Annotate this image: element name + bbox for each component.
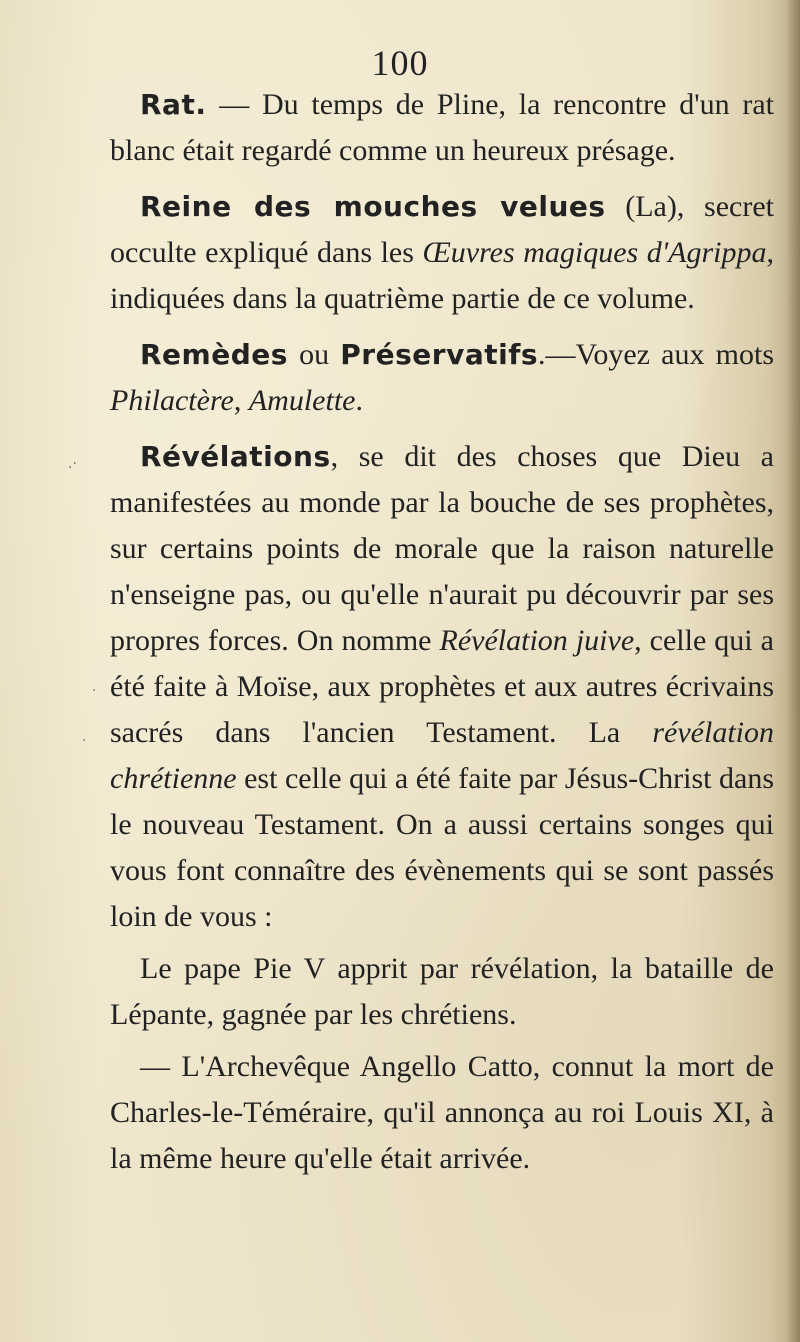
emphasis-term: révélation chrétienne [110, 716, 774, 795]
entry-heading: Reine des mouches velues [140, 190, 606, 223]
cross-reference: Amulette [248, 384, 356, 417]
entry-body: — Du temps de Pline, la rencontre d'un rat blanc était regardé comme un heureux présage. [110, 88, 774, 167]
entry-body: , se dit des choses que Dieu a manifestées au monde par la bouche de ses prophètes, sur certains points de morale que la raison naturelle n'enseigne pas, ou qu'elle n'aurait pu découvrir par ses propres forces. On nomme [110, 440, 774, 657]
entry-body: (La), secret occulte expliqué dans les [110, 190, 774, 269]
entry-heading: Rat. [140, 88, 207, 121]
entry-body: , indiquées dans la quatrième partie de ce volume. [110, 236, 774, 315]
margin-mark: .· [68, 456, 77, 472]
entry-heading: Remèdes [140, 338, 288, 371]
entry-body: , celle qui a été faite à Moïse, aux prophètes et aux autres écrivains sacrés dans l'ancien Testament. La [110, 624, 774, 749]
margin-mark: · [82, 733, 87, 749]
entry-body: ou [287, 338, 341, 371]
margin-mark: · [92, 683, 97, 699]
entry-revelations [110, 434, 774, 940]
entry-body: .—Voyez aux mots [538, 338, 774, 371]
page-edge-shadow [786, 0, 800, 1342]
entry-body: . [355, 384, 363, 417]
book-title: Œuvres magiques d'Agrippa [422, 236, 767, 269]
example-paragraph: — L'Archevêque Angello Catto, connut la mort de Charles-le-Téméraire, qu'il annonça au roi Louis XI, à la même heure qu'elle était arrivée. [110, 1050, 774, 1175]
page-text [110, 82, 774, 1182]
example-paragraph: Le pape Pie V apprit par révélation, la bataille de Lépante, gagnée par les chrétiens. [110, 952, 774, 1031]
entry-heading: Révélations [140, 440, 331, 473]
entry-rat [110, 82, 774, 174]
entry-reine-des-mouches [110, 184, 774, 322]
emphasis-term: Révélation juive [439, 624, 635, 657]
cross-reference: Philactère [110, 384, 234, 417]
entry-body: , [233, 384, 249, 417]
entry-body: est celle qui a été faite par Jésus-Christ dans le nouveau Testament. On a aussi certains songes qui vous font connaître des évènements qui se sont passés loin de vous : [110, 762, 774, 933]
entry-remedes [110, 332, 774, 424]
page-number: 100 [371, 43, 429, 83]
entry-heading-secondary: Préservatifs [340, 338, 539, 371]
